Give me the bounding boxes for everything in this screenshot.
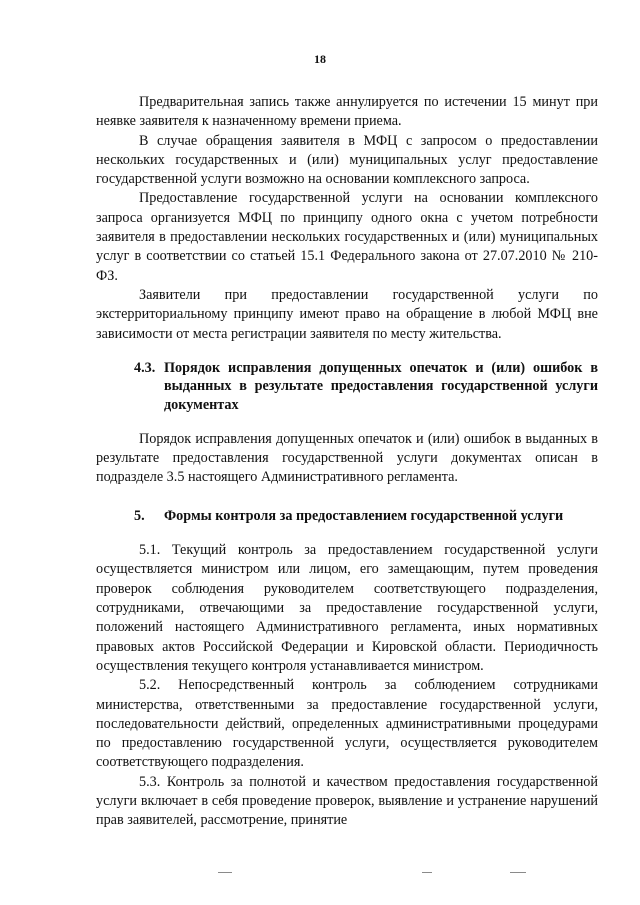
paragraph-5-1: 5.1. Текущий контроль за предоставлением государственной услуги осуществляется министром или лицом, его замещающим, путем проведения проверок соблюдения руководителем соответствующего подразделения, сотрудниками, отвечающими за предоставление государственной услуги, положений настоящего Административного регламента, иных нормативных правовых актов Российской Федерации и Кировской области. Периодичность осуществления текущего контроля устанавливается министром.: [96, 542, 598, 674]
paragraph-preliminary-record: Предварительная запись также аннулируется по истечении 15 минут при неявке заявителя к назначенному времени приема.: [96, 94, 598, 130]
paragraph-5-2: 5.2. Непосредственный контроль за соблюдением сотрудниками министерства, ответственными за предоставление государственной услуги, последовательности действий, определенных административными процедурами по предоставлению государственной услуги, осуществляется руководителем соответствующего подразделения.: [96, 677, 598, 771]
scan-artifacts: [0, 872, 640, 882]
paragraph-one-window: Предоставление государственной услуги на основании комплексного запроса организуется МФЦ по принципу одного окна с учетом потребности заявителя в предоставлении нескольких государственных и (или) муниципальных услуг в соответствии со статьей 15.1 Федерального закона от 27.07.2010 № 210-ФЗ.: [96, 190, 598, 284]
section-number: 4.3.: [134, 359, 156, 376]
section-heading-5: [96, 507, 598, 526]
section-number: 5.: [134, 507, 145, 524]
paragraph-corrections: Порядок исправления допущенных опечаток и (или) ошибок в выданных в результате предоставления государственной услуги документах описан в подразделе 3.5 настоящего Административного регламента.: [96, 430, 598, 486]
section-heading-4-3: [96, 359, 598, 415]
scan-speck: [510, 872, 526, 873]
section-title: Порядок исправления допущенных опечаток и (или) ошибок в выданных в результате предоставления государственной услуги документах: [164, 359, 598, 414]
paragraph-5-3: 5.3. Контроль за полнотой и качеством предоставления государственной услуги включает в себя проведение проверок, выявление и устранение нарушений прав заявителей, рассмотрение, принятие: [96, 773, 598, 829]
paragraph-complex-request: В случае обращения заявителя в МФЦ с запросом о предоставлении нескольких государственных и (или) муниципальных услуг предоставление государственной услуги возможно на основании комплексного запроса.: [96, 132, 598, 188]
scan-speck: [422, 872, 432, 873]
document-body: [96, 93, 598, 831]
paragraph-extraterritorial: Заявители при предоставлении государственной услуги по экстерриториальному принципу имеют право на обращение в любой МФЦ вне зависимости от места регистрации заявителя по месту жительства.: [96, 286, 598, 342]
page-number: 18: [314, 52, 326, 66]
section-title: Формы контроля за предоставлением государственной услуги: [164, 507, 564, 524]
scan-speck: [218, 872, 232, 873]
